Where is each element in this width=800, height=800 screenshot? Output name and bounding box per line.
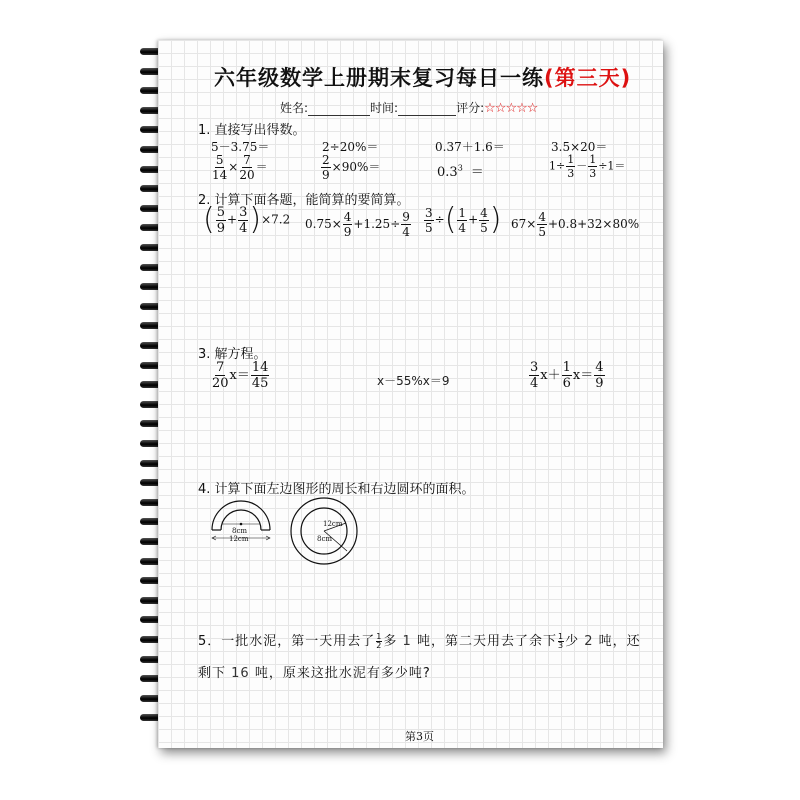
q5-line-2: 剩下 16 吨，原来这批水泥有多少吨?	[198, 666, 431, 681]
score-label: 评分:	[456, 101, 485, 115]
title-day: (第三天)	[544, 66, 632, 90]
q3-equation-3: $\frac{3}{4}$ x＋ $\frac{1}{6}$ x＝ $\frac{4}{9}$	[530, 360, 604, 391]
semi-outer-label: 12cm	[229, 535, 249, 543]
student-info-line	[280, 99, 537, 116]
q2-heading: 2. 计算下面各题，能简算的要简算。	[198, 193, 410, 208]
q1-item-4: 3.5×20＝	[551, 140, 608, 154]
q2-expr-2: 0.75× $\frac{4}{9}$ +1.25÷ $\frac{9}{4}$	[305, 210, 410, 239]
page-title	[214, 62, 631, 92]
q1-item-7: $0.3^3$ ＝	[437, 163, 484, 180]
annulus-inner-label: 8cm	[317, 535, 333, 543]
page-number: 第3页	[405, 730, 434, 743]
q1-item-5: $\frac{5}{14}$ × $\frac{7}{20}$ ＝	[212, 153, 268, 182]
q3-equation-1: $\frac{7}{20}$ x＝ $\frac{14}{45}$	[212, 360, 269, 391]
q2-expr-3: $\frac{3}{5}$ ÷( $\frac{1}{4}$ + $\frac{4}{5}$ )	[425, 202, 502, 237]
annulus-figure	[288, 495, 360, 567]
q4-heading: 4. 计算下面左边图形的周长和右边圆环的面积。	[198, 482, 475, 497]
title-main: 六年级数学上册期末复习每日一练	[214, 66, 544, 90]
q5-line-1: 5．一批水泥，第一天用去了 $\frac{1}{2}$ 多 1 吨，第二天用去了余下 $\frac{1}{3}$ 少 2 吨，还	[198, 632, 641, 650]
score-stars[interactable]: ☆☆☆☆☆	[484, 101, 538, 116]
semi-inner-label: 8cm	[232, 527, 248, 535]
q1-item-6: $\frac{2}{9}$ ×90%＝	[322, 153, 381, 182]
time-label: 时间:	[370, 101, 399, 115]
q1-heading: 1. 直接写出得数。	[198, 123, 306, 138]
q2-expr-4: 67× $\frac{4}{5}$ +0.8+32×80%	[511, 210, 640, 239]
q1-item-2: 2÷20%＝	[322, 140, 379, 154]
q1-item-3: 0.37＋1.6＝	[435, 140, 505, 154]
name-label: 姓名:	[280, 101, 309, 115]
q3-equation-2: x－55%x＝9	[377, 374, 450, 388]
q3-heading: 3. 解方程。	[198, 347, 267, 362]
name-field[interactable]	[308, 101, 370, 116]
q2-expr-1: ( $\frac{5}{9}$ + $\frac{3}{4}$ )×7.2	[203, 202, 291, 237]
semi-ring-figure	[208, 500, 278, 548]
annulus-outer-label: 12cm	[323, 520, 343, 528]
time-field[interactable]	[398, 101, 456, 116]
q1-item-8: 1÷ $\frac{1}{3}$ － $\frac{1}{3}$ ÷1＝	[549, 153, 626, 180]
q1-item-1: 5－3.75＝	[211, 140, 270, 154]
